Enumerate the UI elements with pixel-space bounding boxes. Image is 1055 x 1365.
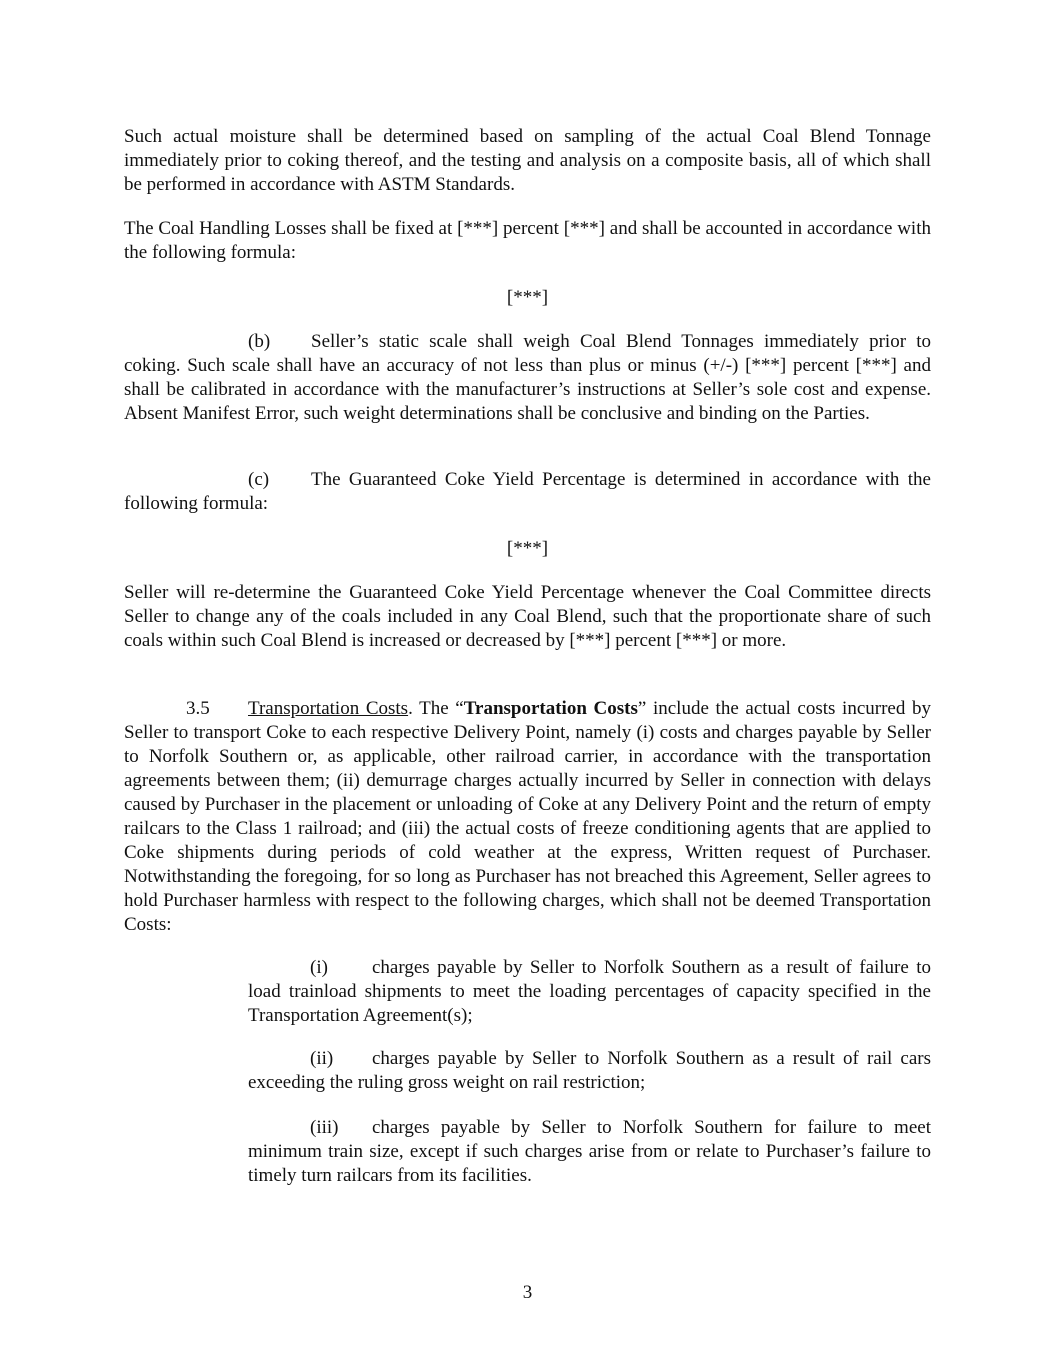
paragraph-moisture: Such actual moisture shall be determined based on sampling of the actual Coal Blend Tonnage immediately prior to coking thereof, and the testing and analysis on a composite basis, all of which shall be performed in accordance with ASTM Standards. bbox=[124, 126, 931, 195]
paragraph-c-label: (c) bbox=[248, 469, 270, 490]
section-3-5-number: 3.5 bbox=[186, 698, 210, 719]
section-3-5-defined-term: Transportation Costs bbox=[463, 698, 638, 719]
list-item-iii-label: (iii) bbox=[310, 1117, 339, 1138]
section-3-5-heading: Transportation Costs bbox=[248, 698, 409, 719]
list-item-ii-text: charges payable by Seller to Norfolk Southern as a result of rail cars exceeding the ruling gross weight on rail restriction; bbox=[248, 1048, 931, 1093]
section-3-5 bbox=[124, 697, 931, 937]
formula-placeholder-1: [***] bbox=[506, 287, 549, 308]
list-item-ii-label: (ii) bbox=[310, 1048, 334, 1069]
paragraph-b bbox=[124, 330, 931, 426]
list-item-i-text: charges payable by Seller to Norfolk Southern as a result of failure to load trainload shipments to meet the loading percentages of capacity specified in the Transportation Agreement(s); bbox=[248, 957, 931, 1026]
section-3-5-after-heading: . The “ bbox=[408, 698, 464, 719]
paragraph-handling-losses: The Coal Handling Losses shall be fixed at [***] percent [***] and shall be accounted in accordance with the following formula: bbox=[124, 218, 931, 263]
paragraph-c-text: The Guaranteed Coke Yield Percentage is determined in accordance with the following formula: bbox=[124, 469, 931, 514]
section-3-5-text: ” include the actual costs incurred by Seller to transport Coke to each respective Delivery Point, namely (i) costs and charges payable by Seller to Norfolk Southern or, as applicable, other railroad carrier, in accordance with the transportation agreements between them; (ii) demurrage charges actually incurred by Seller in connection with delays caused by Purchaser in the placement or unloading of Coke at any Delivery Point and the return of empty railcars to the Class 1 railroad; and (iii) the actual costs of freeze conditioning agents that are applied to Coke shipments during periods of cold weather at the express, Written request of Purchaser. Notwithstanding the foregoing, for so long as Purchaser has not breached this Agreement, Seller agrees to hold Purchaser harmless with respect to the following charges, which shall not be deemed Transportation Costs: bbox=[124, 698, 931, 935]
list-item-i-label: (i) bbox=[310, 957, 328, 978]
list-item-iii-text: charges payable by Seller to Norfolk Southern for failure to meet minimum train size, except if such charges arise from or relate to Purchaser’s failure to timely turn railcars from its facilities. bbox=[248, 1117, 931, 1186]
paragraph-b-text: Seller’s static scale shall weigh Coal Blend Tonnages immediately prior to coking. Such scale shall have an accuracy of not less than plus or minus (+/-) [***] percent [***] and shall be calibrated in accordance with the manufacturer’s instructions at Seller’s sole cost and expense. Absent Manifest Error, such weight determinations shall be conclusive and binding on the Parties. bbox=[124, 331, 931, 424]
formula-placeholder-2: [***] bbox=[506, 538, 549, 559]
paragraph-b-label: (b) bbox=[248, 331, 271, 352]
list-item-i bbox=[248, 956, 931, 1028]
list-item-ii bbox=[248, 1047, 931, 1095]
list-item-iii bbox=[248, 1116, 931, 1188]
page-number: 3 bbox=[522, 1282, 533, 1303]
paragraph-redetermine: Seller will re-determine the Guaranteed Coke Yield Percentage whenever the Coal Committee directs Seller to change any of the coals included in any Coal Blend, such that the proportionate share of such coals within such Coal Blend is increased or decreased by [***] percent [***] or more. bbox=[124, 582, 931, 651]
paragraph-c bbox=[124, 468, 931, 516]
